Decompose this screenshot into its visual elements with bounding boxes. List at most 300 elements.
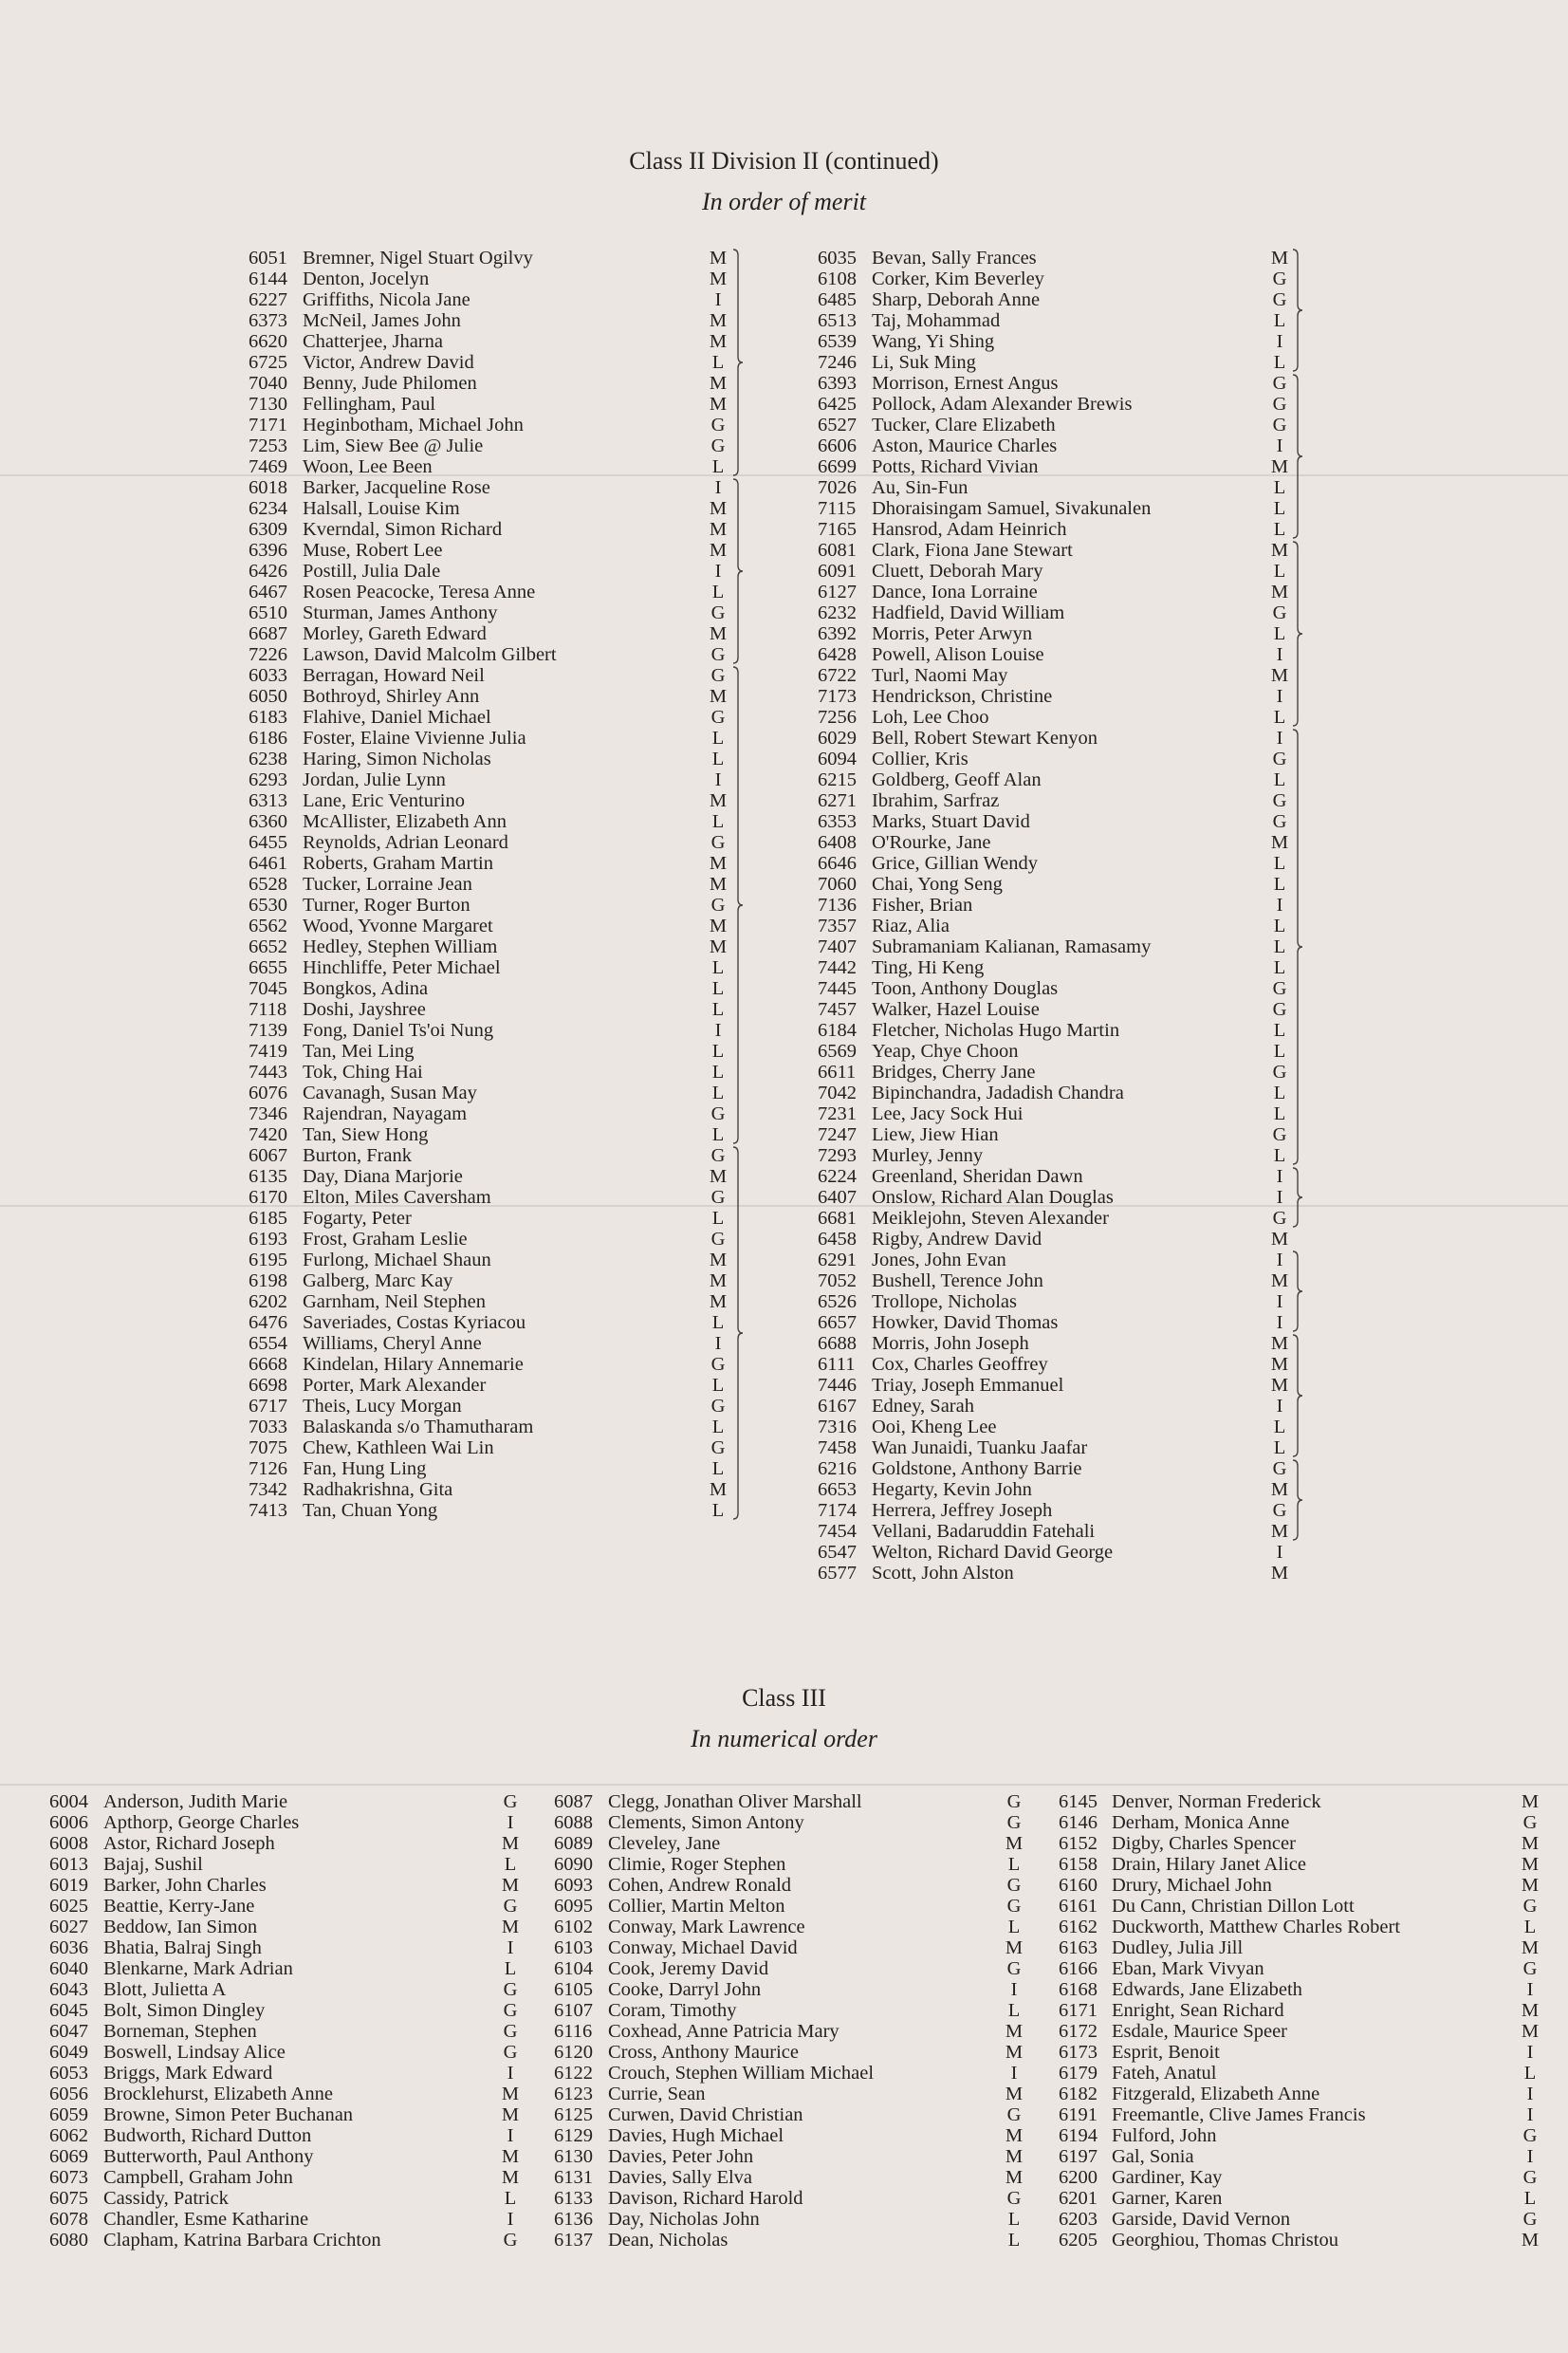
candidate-name: Corker, Kim Beverley [872,269,1044,289]
candidate-number: 6646 [818,853,857,874]
candidate-number: 6513 [818,310,857,331]
candidate-name: Burton, Frank [303,1145,413,1166]
college-code: L [1273,498,1286,519]
list-item [249,623,742,644]
candidate-name: Bipinchandra, Jadadish Chandra [872,1083,1124,1103]
college-code: G [1272,811,1287,832]
college-code: M [501,2104,520,2125]
candidate-number: 6203 [1059,2209,1098,2230]
candidate-number: 6201 [1059,2188,1098,2209]
candidate-name: Lim, Siew Bee @ Julie [303,435,484,456]
college-code: M [501,2084,520,2104]
college-code: I [1276,644,1283,665]
candidate-name: Turl, Naomi May [872,665,1008,686]
candidate-number: 6620 [249,331,287,352]
list-item [49,1917,533,1937]
list-item [249,1208,742,1229]
candidate-number: 6554 [249,1333,287,1354]
list-item [249,498,742,519]
candidate-number: 7040 [249,373,287,394]
candidate-name: Duckworth, Matthew Charles Robert [1112,1917,1401,1937]
list-item [818,1437,1349,1458]
college-code: M [1521,1854,1540,1875]
list-item [818,999,1349,1020]
list-item [49,2146,533,2167]
candidate-name: Loh, Lee Choo [872,707,989,728]
list-item [818,561,1349,582]
college-code: G [1522,2167,1538,2188]
candidate-name: Flahive, Daniel Michael [303,707,491,728]
college-code: L [711,1500,725,1521]
candidate-number: 6461 [249,853,287,874]
candidate-name: Turner, Roger Burton [303,895,470,916]
candidate-number: 6530 [249,895,287,916]
candidate-number: 6392 [818,623,857,644]
candidate-name: Foster, Elaine Vivienne Julia [303,728,526,749]
college-code: G [710,602,726,623]
candidate-name: Gardiner, Kay [1112,2167,1223,2188]
list-item [818,1333,1349,1354]
candidate-number: 6687 [249,623,287,644]
college-code: L [1273,352,1286,373]
candidate-name: Bushell, Terence John [872,1270,1043,1291]
college-code: M [501,1833,520,1854]
candidate-number: 7413 [249,1500,287,1521]
college-code: M [1521,1791,1540,1812]
candidate-number: 6194 [1059,2125,1098,2146]
college-code: M [1270,1479,1289,1500]
college-code: L [1007,2209,1021,2230]
college-code: M [1005,2146,1024,2167]
college-code: M [1521,1937,1540,1958]
list-item [818,1563,1349,1584]
list-item [818,1375,1349,1396]
college-code: G [710,665,726,686]
list-item [249,1458,742,1479]
college-code: G [710,1229,726,1250]
college-code: L [1007,2000,1021,2021]
list-item [249,540,742,561]
list-item [818,1354,1349,1375]
college-code: G [710,832,726,853]
candidate-name: Furlong, Michael Shaun [303,1250,491,1270]
college-code: M [1521,2230,1540,2251]
candidate-name: Budworth, Richard Dutton [103,2125,312,2146]
candidate-number: 6136 [554,2209,593,2230]
candidate-name: Bhatia, Balraj Singh [103,1937,262,1958]
college-code: L [504,1958,517,1979]
college-code: M [709,394,728,415]
candidate-number: 6004 [49,1791,88,1812]
tie-bracket-icon [732,665,744,1145]
college-code: M [1521,2000,1540,2021]
candidate-number: 6158 [1059,1854,1098,1875]
candidate-number: 6146 [1059,1812,1098,1833]
candidate-number: 6036 [49,1937,88,1958]
tie-bracket-icon [732,477,744,665]
college-code: G [1006,2104,1022,2125]
candidate-name: Tan, Mei Ling [303,1041,415,1062]
list-item [818,519,1349,540]
college-code: G [1272,1124,1287,1145]
candidate-name: Hedley, Stephen William [303,936,498,957]
candidate-number: 6051 [249,248,287,269]
college-code: L [711,1417,725,1437]
list-item [554,1875,1038,1896]
candidate-name: Enright, Sean Richard [1112,2000,1284,2021]
college-code: L [711,456,725,477]
college-code: G [1272,999,1287,1020]
college-code: G [1522,1896,1538,1917]
list-item [249,1312,742,1333]
college-code: M [1005,2125,1024,2146]
candidate-number: 6455 [249,832,287,853]
list-item [249,582,742,602]
list-item [554,1979,1038,2000]
college-code: G [1272,269,1287,289]
class2-right-column [818,248,1349,1584]
college-code: G [1272,394,1287,415]
candidate-name: Cox, Charles Geoffrey [872,1354,1048,1375]
list-item [1059,1791,1542,1812]
college-code: L [711,978,725,999]
candidate-number: 6094 [818,749,857,769]
list-item [1059,2042,1542,2063]
college-code: L [1007,2230,1021,2251]
candidate-name: Fletcher, Nicholas Hugo Martin [872,1020,1120,1041]
candidate-name: Balaskanda s/o Thamutharam [303,1417,534,1437]
candidate-name: McAllister, Elizabeth Ann [303,811,507,832]
candidate-number: 6426 [249,561,287,582]
college-code: M [709,790,728,811]
college-code: G [1272,602,1287,623]
college-code: L [1273,936,1286,957]
candidate-number: 6216 [818,1458,857,1479]
list-item [818,1417,1349,1437]
candidate-name: Ooi, Kheng Lee [872,1417,997,1437]
candidate-number: 7165 [818,519,857,540]
candidate-name: Fellingham, Paul [303,394,436,415]
candidate-name: Bolt, Simon Dingley [103,2000,266,2021]
list-item [1059,1917,1542,1937]
list-item [818,936,1349,957]
candidate-name: Herrera, Jeffrey Joseph [872,1500,1053,1521]
class3-subtitle: In numerical order [691,1725,877,1752]
college-code: M [501,2167,520,2188]
candidate-name: Davies, Peter John [608,2146,754,2167]
candidate-number: 6035 [818,248,857,269]
candidate-name: Jones, John Evan [872,1250,1006,1270]
candidate-name: Reynolds, Adrian Leonard [303,832,508,853]
college-code: L [1273,561,1286,582]
candidate-name: Ting, Hi Keng [872,957,985,978]
list-item [249,561,742,582]
college-code: G [1006,1875,1022,1896]
candidate-number: 6045 [49,2000,88,2021]
candidate-number: 6006 [49,1812,88,1833]
candidate-name: McNeil, James John [303,310,461,331]
college-code: M [1521,2021,1540,2042]
list-item [818,1291,1349,1312]
list-item [818,1542,1349,1563]
list-item [249,331,742,352]
college-code: I [1276,1312,1283,1333]
college-code: M [1521,1875,1540,1896]
candidate-number: 6547 [818,1542,857,1563]
list-item [818,769,1349,790]
college-code: M [1270,582,1289,602]
candidate-name: Chew, Kathleen Wai Lin [303,1437,494,1458]
candidate-number: 6133 [554,2188,593,2209]
candidate-name: Cluett, Deborah Mary [872,561,1043,582]
candidate-number: 6668 [249,1354,287,1375]
candidate-number: 6698 [249,1375,287,1396]
candidate-name: Marks, Stuart David [872,811,1030,832]
candidate-name: Cross, Anthony Maurice [608,2042,799,2063]
candidate-number: 6528 [249,874,287,895]
class2-subtitle: In order of merit [701,188,867,215]
candidate-number: 6160 [1059,1875,1098,1896]
candidate-number: 6569 [818,1041,857,1062]
list-item [818,1187,1349,1208]
college-code: L [711,728,725,749]
candidate-name: Tok, Ching Hai [303,1062,423,1083]
candidate-number: 6458 [818,1229,857,1250]
candidate-number: 6193 [249,1229,287,1250]
candidate-name: Collier, Martin Melton [608,1896,785,1917]
college-code: L [1273,1041,1286,1062]
candidate-name: Tan, Chuan Yong [303,1500,438,1521]
college-code: G [1272,289,1287,310]
candidate-name: Astor, Richard Joseph [103,1833,275,1854]
candidate-number: 7174 [818,1500,857,1521]
candidate-number: 6008 [49,1833,88,1854]
candidate-number: 7419 [249,1041,287,1062]
list-item [818,644,1349,665]
list-item [554,2167,1038,2188]
list-item [1059,1875,1542,1896]
candidate-name: Barker, Jacqueline Rose [303,477,490,498]
college-code: I [1276,435,1283,456]
candidate-name: Elton, Miles Caversham [303,1187,491,1208]
list-item [249,811,742,832]
candidate-name: Eban, Mark Vivyan [1112,1958,1264,1979]
college-code: G [1272,373,1287,394]
college-code: M [709,1291,728,1312]
list-item [49,2209,533,2230]
candidate-number: 6205 [1059,2230,1098,2251]
candidate-number: 6076 [249,1083,287,1103]
candidate-number: 6103 [554,1937,593,1958]
list-item [49,2125,533,2146]
list-item [1059,1896,1542,1917]
candidate-number: 6293 [249,769,287,790]
list-item [818,456,1349,477]
college-code: I [1276,331,1283,352]
candidate-number: 6144 [249,269,287,289]
college-code: L [711,957,725,978]
list-item [818,1270,1349,1291]
list-item [818,602,1349,623]
candidate-name: Grice, Gillian Wendy [872,853,1039,874]
college-code: G [710,1437,726,1458]
candidate-name: Sharp, Deborah Anne [872,289,1041,310]
college-code: M [709,540,728,561]
list-item [249,1333,742,1354]
tie-bracket-icon [1292,540,1303,728]
list-item [818,623,1349,644]
college-code: I [507,2063,514,2084]
candidate-name: Subramaniam Kalianan, Ramasamy [872,936,1152,957]
candidate-name: Boswell, Lindsay Alice [103,2042,286,2063]
college-code: I [1276,1187,1283,1208]
college-code: I [1276,1166,1283,1187]
candidate-name: Chai, Yong Seng [872,874,1003,895]
list-item [249,1187,742,1208]
list-item [818,477,1349,498]
candidate-number: 6681 [818,1208,857,1229]
college-code: M [709,310,728,331]
candidate-number: 7139 [249,1020,287,1041]
candidate-number: 6102 [554,1917,593,1937]
candidate-number: 7469 [249,456,287,477]
list-item [249,1500,742,1521]
candidate-name: Borneman, Stephen [103,2021,257,2042]
list-item [818,1103,1349,1124]
candidate-number: 6195 [249,1250,287,1270]
candidate-number: 6197 [1059,2146,1098,2167]
candidate-number: 6111 [818,1354,856,1375]
college-code: M [1005,2021,1024,2042]
candidate-name: Hinchliffe, Peter Michael [303,957,501,978]
candidate-name: Galberg, Marc Kay [303,1270,453,1291]
list-item [249,1166,742,1187]
candidate-number: 6467 [249,582,287,602]
candidate-name: Dance, Iona Lorraine [872,582,1038,602]
class2-title: Class II Division II (continued) [629,147,939,175]
candidate-number: 6122 [554,2063,593,2084]
candidate-name: Currie, Sean [608,2084,706,2104]
college-code: G [710,895,726,916]
candidate-number: 6510 [249,602,287,623]
candidate-number: 6170 [249,1187,287,1208]
candidate-name: Day, Diana Marjorie [303,1166,463,1187]
college-code: L [1273,957,1286,978]
college-code: M [709,248,728,269]
list-item [818,811,1349,832]
college-code: M [709,853,728,874]
list-item [49,1896,533,1917]
candidate-name: Blott, Julietta A [103,1979,227,2000]
list-item [249,1375,742,1396]
list-item [554,2000,1038,2021]
candidate-name: Porter, Mark Alexander [303,1375,487,1396]
list-item [49,1958,533,1979]
college-code: I [507,1812,514,1833]
college-code: L [711,1041,725,1062]
candidate-number: 6539 [818,331,857,352]
candidate-name: Saveriades, Costas Kyriacou [303,1312,526,1333]
college-code: M [1005,1833,1024,1854]
candidate-name: Chandler, Esme Katharine [103,2209,309,2230]
candidate-number: 6050 [249,686,287,707]
college-code: M [709,269,728,289]
candidate-number: 6129 [554,2125,593,2146]
tie-bracket-icon [1292,373,1303,540]
list-item [818,1458,1349,1479]
candidate-number: 6527 [818,415,857,435]
candidate-number: 6135 [249,1166,287,1187]
candidate-name: Williams, Cheryl Anne [303,1333,482,1354]
college-code: I [507,2125,514,2146]
list-item [818,331,1349,352]
candidate-name: Aston, Maurice Charles [872,435,1058,456]
candidate-name: Morris, John Joseph [872,1333,1029,1354]
candidate-name: Ibrahim, Sarfraz [872,790,1000,811]
college-code: G [1272,978,1287,999]
college-code: G [1522,1812,1538,1833]
college-code: L [1273,916,1286,936]
list-item [249,1124,742,1145]
candidate-number: 6202 [249,1291,287,1312]
college-code: I [1276,686,1283,707]
candidate-number: 6185 [249,1208,287,1229]
candidate-number: 7342 [249,1479,287,1500]
candidate-name: Coxhead, Anne Patricia Mary [608,2021,839,2042]
list-item [818,790,1349,811]
candidate-number: 6137 [554,2230,593,2251]
candidate-name: Pollock, Adam Alexander Brewis [872,394,1133,415]
candidate-number: 7446 [818,1375,857,1396]
list-item [818,1312,1349,1333]
candidate-name: Heginbotham, Michael John [303,415,524,435]
list-item [249,895,742,916]
candidate-name: Toon, Anthony Douglas [872,978,1059,999]
list-item [554,1812,1038,1833]
candidate-name: Chatterjee, Jharna [303,331,443,352]
candidate-number: 6182 [1059,2084,1098,2104]
college-code: I [714,1333,722,1354]
college-code: G [1006,2188,1022,2209]
candidate-number: 6234 [249,498,287,519]
list-item [49,2167,533,2188]
candidate-name: Garnham, Neil Stephen [303,1291,486,1312]
college-code: I [714,1020,722,1041]
college-code: L [1273,1103,1286,1124]
list-item [1059,2084,1542,2104]
college-code: M [1270,832,1289,853]
candidate-number: 7457 [818,999,857,1020]
candidate-name: Fitzgerald, Elizabeth Anne [1112,2084,1320,2104]
college-code: M [1270,665,1289,686]
college-code: I [714,289,722,310]
candidate-number: 7256 [818,707,857,728]
candidate-name: Roberts, Graham Martin [303,853,493,874]
list-item [249,1103,742,1124]
list-item [249,853,742,874]
candidate-number: 7293 [818,1145,857,1166]
list-item [818,1062,1349,1083]
candidate-number: 6408 [818,832,857,853]
college-code: M [1270,1375,1289,1396]
candidate-number: 6105 [554,1979,593,2000]
candidate-number: 6173 [1059,2042,1098,2063]
college-code: G [1272,1062,1287,1083]
college-code: G [503,2000,518,2021]
college-code: I [1010,1979,1018,2000]
candidate-name: Cohen, Andrew Ronald [608,1875,792,1896]
candidate-number: 6127 [818,582,857,602]
